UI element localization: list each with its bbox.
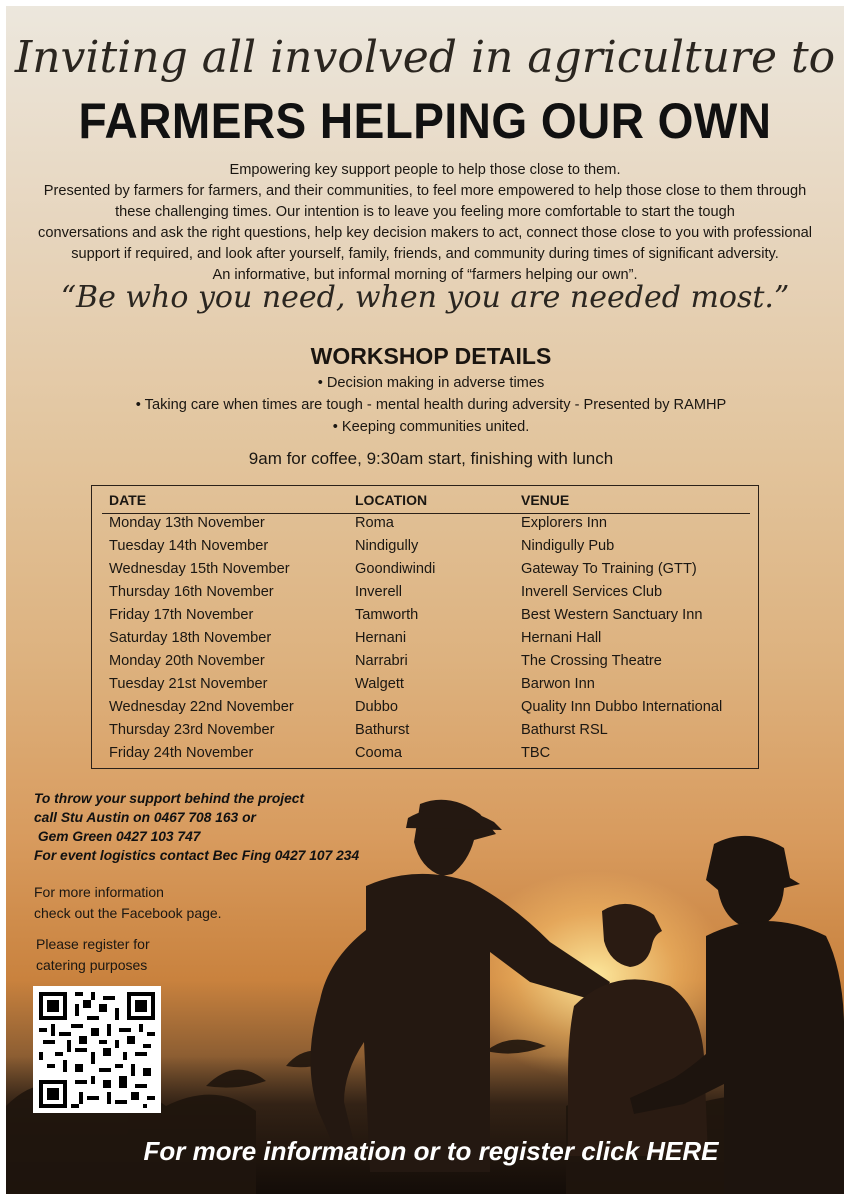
- schedule-table: [91, 485, 759, 769]
- row-date: Thursday 23rd November: [109, 722, 275, 738]
- table-header-row: [92, 492, 760, 515]
- table-row: [92, 676, 760, 699]
- table-row: [92, 584, 760, 607]
- row-date: Friday 24th November: [109, 745, 254, 761]
- row-venue: Quality Inn Dubbo International: [521, 699, 723, 715]
- row-location: Roma: [355, 515, 394, 531]
- support-line: Gem Green 0427 103 747: [34, 829, 201, 844]
- row-venue: Barwon Inn: [521, 676, 595, 692]
- row-location: Tamworth: [355, 607, 419, 623]
- row-date: Tuesday 14th November: [109, 538, 269, 554]
- row-venue: The Crossing Theatre: [521, 653, 662, 669]
- row-venue: Bathurst RSL: [521, 722, 608, 738]
- row-date: Monday 20th November: [109, 653, 265, 669]
- row-venue: TBC: [521, 745, 551, 761]
- row-location: Bathurst: [355, 722, 410, 738]
- table-row: [92, 745, 760, 768]
- qr-code-icon[interactable]: [33, 986, 161, 1113]
- header-divider: [102, 513, 750, 514]
- intro-paragraph: [36, 160, 814, 286]
- row-venue: Inverell Services Club: [521, 584, 663, 600]
- intro-line: Presented by farmers for farmers, and their communities, to feel more empowered to help those close to them through: [43, 183, 807, 199]
- table-row: [92, 561, 760, 584]
- table-row: [92, 515, 760, 538]
- more-info-text: [34, 882, 222, 924]
- table-row: [92, 699, 760, 722]
- workshop-bullet: • Taking care when times are tough - mental health during adversity - Presented by RAMHP: [135, 397, 727, 413]
- workshop-bullets: [6, 372, 844, 438]
- headline: FARMERS HELPING OUR OWN: [78, 93, 772, 149]
- table-row: [92, 653, 760, 676]
- workshop-bullet: • Keeping communities united.: [332, 419, 530, 435]
- row-location: Narrabri: [355, 653, 408, 669]
- table-row: [92, 538, 760, 561]
- workshop-times: 9am for coffee, 9:30am start, finishing with lunch: [248, 449, 614, 468]
- workshop-bullet: • Decision making in adverse times: [317, 375, 545, 391]
- register-note: [36, 934, 150, 976]
- support-line: To throw your support behind the project: [34, 791, 305, 806]
- row-location: Nindigully: [355, 538, 419, 554]
- tagline: Inviting all involved in agriculture to: [14, 32, 836, 83]
- header-venue: VENUE: [521, 492, 570, 508]
- row-location: Hernani: [355, 630, 407, 646]
- row-date: Tuesday 21st November: [109, 676, 268, 692]
- row-venue: Nindigully Pub: [521, 538, 615, 554]
- intro-line: these challenging times. Our intention is to leave you feeling more comfortable to start the tough: [115, 204, 735, 220]
- row-venue: Explorers Inn: [521, 515, 607, 531]
- register-line: catering purposes: [36, 957, 148, 973]
- intro-line: support if required, and look after yourself, family, friends, and community during times of significant adversity.: [71, 246, 779, 262]
- header-location: LOCATION: [355, 492, 428, 508]
- more-info-line: check out the Facebook page.: [34, 905, 222, 921]
- qr-code-graphic: [39, 992, 155, 1108]
- register-link[interactable]: For more information or to register click HERE: [143, 1136, 719, 1166]
- workshop-title: WORKSHOP DETAILS: [310, 343, 552, 369]
- row-date: Friday 17th November: [109, 607, 254, 623]
- support-line: For event logistics contact Bec Fing 0427 107 234: [34, 848, 360, 863]
- event-flyer: [6, 6, 844, 1194]
- row-location: Walgett: [355, 676, 404, 692]
- row-location: Cooma: [355, 745, 403, 761]
- row-venue: Hernani Hall: [521, 630, 602, 646]
- row-date: Saturday 18th November: [109, 630, 272, 646]
- support-contacts: [34, 789, 359, 865]
- more-info-line: For more information: [34, 884, 164, 900]
- register-line: Please register for: [36, 936, 150, 952]
- quote: “Be who you need, when you are needed most.”: [60, 280, 790, 315]
- row-date: Monday 13th November: [109, 515, 265, 531]
- row-date: Wednesday 15th November: [109, 561, 290, 577]
- support-line: call Stu Austin on 0467 708 163 or: [34, 810, 256, 825]
- row-location: Goondiwindi: [355, 561, 436, 577]
- intro-line: conversations and ask the right questions, help key decision makers to act, connect those close to you with professional: [38, 225, 812, 241]
- intro-line: Empowering key support people to help those close to them.: [229, 162, 621, 178]
- table-row: [92, 630, 760, 653]
- table-row: [92, 722, 760, 745]
- row-date: Thursday 16th November: [109, 584, 274, 600]
- row-location: Inverell: [355, 584, 403, 600]
- row-date: Wednesday 22nd November: [109, 699, 294, 715]
- row-venue: Best Western Sanctuary Inn: [521, 607, 703, 623]
- table-row: [92, 607, 760, 630]
- intro-line: An informative, but informal morning of “farmers helping our own”.: [212, 267, 638, 283]
- row-location: Dubbo: [355, 699, 399, 715]
- header-date: DATE: [109, 492, 147, 508]
- row-venue: Gateway To Training (GTT): [521, 561, 697, 577]
